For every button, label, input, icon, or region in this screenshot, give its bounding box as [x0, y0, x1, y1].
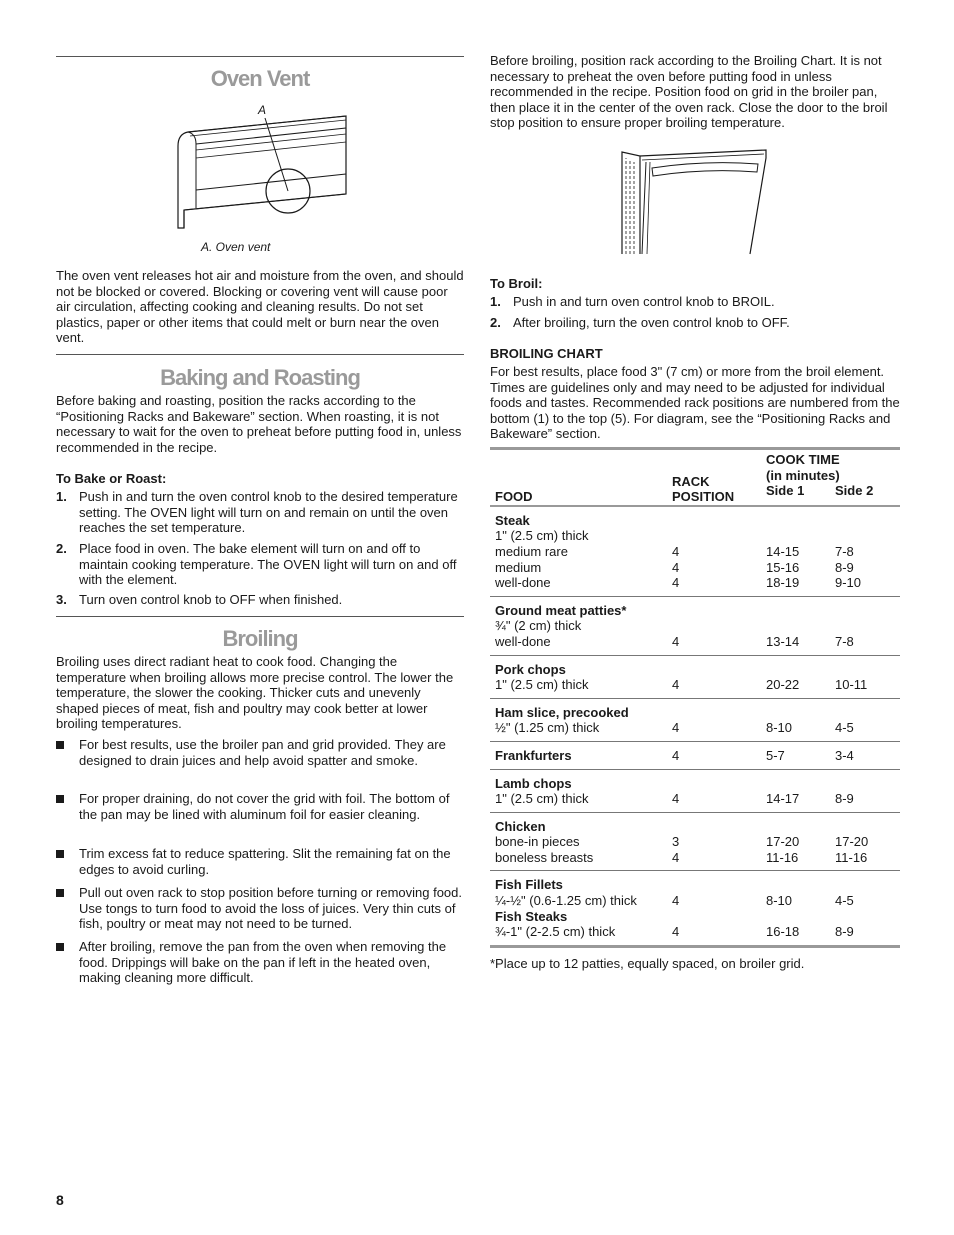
step-text: After broiling, turn the oven control knob to OFF. — [513, 315, 790, 330]
broiling-chart-body — [490, 506, 900, 947]
table-cell-side1: 14-17 — [766, 791, 800, 807]
table-cell-rack: 4 — [672, 720, 680, 736]
table-cell-food: Frankfurters — [490, 741, 667, 769]
table-cell-side2: 4-5 — [835, 893, 854, 909]
table-cell-side2: 10-11 — [835, 677, 868, 693]
table-cell-side1 — [761, 698, 830, 720]
bullet-text: Trim excess fat to reduce spattering. Slit the remaining fat on the edges to avoid curling. — [79, 846, 451, 877]
table-cell-rack: 4 — [672, 893, 680, 909]
table-cell-rack: 4 — [672, 677, 680, 693]
table-row — [490, 677, 900, 698]
table-row — [490, 893, 900, 909]
table-cell-food: Chicken — [490, 812, 667, 834]
table-cell-side2 — [830, 812, 900, 834]
section-divider — [56, 616, 464, 617]
figure-caption: A. Oven vent — [201, 240, 271, 254]
table-row — [490, 871, 900, 893]
table-cell-food: ¾-1" (2-2.5 cm) thick — [490, 924, 667, 946]
table-cell-side1 — [761, 506, 830, 529]
table-cell-side1: 14-15 — [766, 543, 800, 559]
table-cell-rack: 4 — [672, 543, 680, 559]
broiling-bullet — [56, 939, 464, 986]
table-cell-rack — [667, 769, 761, 791]
table-cell-food: Fish Steaks — [495, 908, 568, 924]
step-text: Push in and turn oven control knob to BROIL. — [513, 294, 775, 309]
table-row — [490, 618, 900, 634]
broiling-bullet — [56, 846, 464, 877]
table-cell-side1: 11-16 — [766, 849, 799, 865]
bullet-text: For proper draining, do not cover the grid with foil. The bottom of the pan may be lined with aluminum foil for easier cleaning. — [79, 791, 450, 822]
step-number: 1. — [56, 489, 67, 504]
table-cell-food: well-done — [495, 575, 551, 591]
table-cell-side1: 20-22 — [766, 677, 800, 693]
table-cell-food: Steak — [490, 506, 667, 529]
bullet-square-icon — [56, 943, 64, 951]
table-cell-rack — [667, 596, 761, 618]
table-row — [490, 791, 900, 812]
step-number: 2. — [490, 315, 501, 330]
table-cell-food: medium — [495, 559, 542, 575]
table-cell-side2 — [830, 769, 900, 791]
header-side1: Side 1 — [766, 483, 805, 499]
table-row — [490, 634, 900, 655]
step-number: 1. — [490, 294, 501, 309]
table-cell-rack — [667, 528, 761, 544]
broiling-bullet — [56, 737, 464, 768]
table-cell-rack — [667, 698, 761, 720]
step-text: Place food in oven. The bake element will turn on and off to maintain cooking temperature. The OVEN light will turn on and off with the element. — [79, 541, 457, 588]
table-cell-side1: 5-7 — [761, 741, 830, 769]
table-row — [490, 909, 900, 925]
table-cell-side1: 13-14 — [766, 633, 800, 649]
table-row — [490, 741, 900, 769]
bullet-square-icon — [56, 889, 64, 897]
table-cell-side2: 7-8 — [835, 633, 854, 649]
table-cell-rack: 3 — [672, 834, 680, 850]
table-cell-food: Ground meat patties* — [490, 596, 667, 618]
broiling-bullet — [56, 791, 464, 822]
baking-title: Baking and Roasting — [160, 365, 360, 390]
table-row — [490, 528, 900, 544]
table-row — [490, 575, 900, 596]
table-cell-side1 — [761, 528, 830, 544]
table-row — [490, 596, 900, 618]
table-cell-rack — [667, 909, 761, 925]
table-row — [490, 506, 900, 529]
oven-door-illustration — [620, 148, 770, 256]
header-side2: Side 2 — [835, 483, 874, 499]
table-cell-food: bone-in pieces — [495, 834, 580, 850]
table-cell-side1 — [761, 871, 830, 893]
table-cell-side1: 16-18 — [761, 924, 830, 946]
oven-vent-body: The oven vent releases hot air and moisture from the oven, and should not be blocked or covered. Blocking or covering vent will cause poor air circulation, affecting cooking and cleaning results. Do not set plastics, paper or other items that could melt or burn near the oven vent. — [56, 268, 464, 346]
table-row — [490, 834, 900, 850]
broil-right-intro: Before broiling, position rack according to the Broiling Chart. It is not necessary to preheat the oven before putting food in unless recommended in the recipe. Position food on grid in the broiler pan, then place it in the center of the oven rack. Close the door to the broil stop position to ensure proper broiling temperature. — [490, 53, 888, 131]
table-row — [490, 560, 900, 576]
table-cell-side1 — [761, 812, 830, 834]
table-cell-side2: 11-16 — [835, 849, 868, 865]
table-cell-rack — [667, 871, 761, 893]
table-cell-rack — [667, 812, 761, 834]
table-cell-side2 — [830, 596, 900, 618]
chart-footnote: *Place up to 12 patties, equally spaced, on broiler grid. — [490, 956, 805, 971]
table-cell-side2: 8-9 — [835, 559, 854, 575]
table-cell-food: ¾" (2 cm) thick — [495, 618, 582, 634]
table-row — [490, 812, 900, 834]
bake-step — [56, 489, 464, 536]
table-cell-side2: 8-9 — [830, 924, 900, 946]
bake-step — [56, 592, 464, 608]
bullet-square-icon — [56, 850, 64, 858]
table-cell-side2: 4-5 — [835, 720, 854, 736]
bullet-square-icon — [56, 795, 64, 803]
table-cell-side2: 3-4 — [830, 741, 900, 769]
broiling-chart-intro: For best results, place food 3" (7 cm) or more from the broil element. Times are guidelines only and may need to be adjusted for individual foods and tastes. Recommended rack positions are numbered from the bottom (1) to the top (5). For diagram, see the “Positioning Racks and Bakeware” section. — [490, 364, 900, 442]
table-cell-side2 — [830, 871, 900, 893]
table-row — [490, 655, 900, 677]
table-row — [490, 544, 900, 560]
bullet-text: For best results, use the broiler pan and grid provided. They are designed to drain juices and help avoid spatter and smoke. — [79, 737, 446, 768]
table-cell-food: ½" (1.25 cm) thick — [495, 720, 600, 736]
header-cook-time-unit: (in minutes) — [766, 467, 840, 483]
baking-intro: Before baking and roasting, position the racks according to the “Positioning Racks and Bakeware” section. When roasting, it is not necessary to wait for the oven to preheat before putting food in, unless recommended in the recipe. — [56, 393, 462, 455]
table-cell-side1 — [761, 618, 830, 634]
table-cell-rack: 4 — [672, 791, 680, 807]
to-broil-heading: To Broil: — [490, 276, 543, 291]
table-cell-side1: 15-16 — [766, 559, 800, 575]
broiling-chart-table — [490, 452, 900, 948]
table-cell-rack — [667, 618, 761, 634]
table-cell-food: well-done — [495, 633, 551, 649]
table-cell-side1 — [761, 655, 830, 677]
table-cell-side1 — [761, 596, 830, 618]
step-text: Turn oven control knob to OFF when finished. — [79, 592, 343, 607]
table-top-rule — [490, 447, 900, 450]
table-cell-side2: 17-20 — [835, 834, 869, 850]
table-cell-rack — [667, 506, 761, 529]
broil-step — [490, 294, 900, 310]
broiling-chart-heading: BROILING CHART — [490, 346, 603, 361]
bullet-square-icon — [56, 741, 64, 749]
table-cell-food: 1" (2.5 cm) thick — [495, 677, 589, 693]
table-cell-rack: 4 — [672, 849, 680, 865]
section-divider — [56, 354, 464, 355]
table-cell-side2: 8-9 — [835, 791, 854, 807]
table-cell-side1 — [761, 909, 830, 925]
table-cell-food: Lamb chops — [490, 769, 667, 791]
table-cell-rack: 4 — [672, 575, 680, 591]
table-cell-food: Pork chops — [490, 655, 667, 677]
section-divider — [56, 56, 464, 57]
table-cell-side2: 7-8 — [835, 543, 854, 559]
step-text: Push in and turn the oven control knob to the desired temperature setting. The OVEN light will turn on and remain on until the oven reaches the set temperature. — [79, 489, 458, 536]
bullet-text: Pull out oven rack to stop position before turning or removing food. Use tongs to turn food to avoid the loss of juices. Very thin cuts of fish, poultry or meat may not need to be turned. — [79, 885, 462, 932]
header-rack-line2: POSITION — [672, 489, 735, 505]
table-row — [490, 850, 900, 871]
table-row — [490, 720, 900, 741]
table-cell-side1 — [761, 769, 830, 791]
table-cell-food: boneless breasts — [495, 849, 594, 865]
table-cell-side2 — [830, 528, 900, 544]
table-cell-rack — [667, 655, 761, 677]
table-cell-rack: 4 — [667, 741, 761, 769]
table-cell-food: Fish Fillets — [490, 871, 667, 893]
table-cell-side2 — [830, 618, 900, 634]
bake-subheading: To Bake or Roast: — [56, 471, 167, 486]
broiling-bullet — [56, 885, 464, 932]
table-row — [490, 698, 900, 720]
bake-step — [56, 541, 464, 588]
table-cell-side2 — [830, 909, 900, 925]
step-number: 3. — [56, 592, 67, 607]
table-cell-rack: 4 — [672, 633, 680, 649]
table-cell-food: medium rare — [495, 543, 568, 559]
table-row — [490, 924, 900, 946]
table-cell-food: Ham slice, precooked — [490, 698, 667, 720]
table-row — [490, 769, 900, 791]
table-cell-food: ¼-½" (0.6-1.25 cm) thick — [495, 893, 637, 909]
table-cell-rack: 4 — [667, 924, 761, 946]
table-cell-food: 1" (2.5 cm) thick — [495, 791, 589, 807]
table-cell-side2 — [830, 506, 900, 529]
table-header-row — [490, 452, 900, 468]
broil-step — [490, 315, 900, 331]
table-cell-rack: 4 — [672, 559, 680, 575]
figure-label: A — [258, 103, 267, 117]
oven-vent-title: Oven Vent — [210, 66, 310, 91]
table-cell-food: 1" (2.5 cm) thick — [495, 528, 589, 544]
header-food: FOOD — [495, 489, 533, 505]
bullet-text: After broiling, remove the pan from the oven when removing the food. Drippings will bake on the pan if left in the heated oven, making cleaning more difficult. — [79, 939, 447, 986]
page-number: 8 — [56, 1192, 64, 1208]
table-cell-side1: 18-19 — [766, 575, 800, 591]
table-cell-side1: 17-20 — [766, 834, 800, 850]
table-cell-side2 — [830, 655, 900, 677]
table-cell-side2: 9-10 — [835, 575, 862, 591]
table-cell-side2 — [830, 698, 900, 720]
oven-vent-illustration — [166, 98, 466, 236]
step-number: 2. — [56, 541, 67, 556]
header-rack — [667, 452, 761, 506]
table-cell-side1: 8-10 — [766, 893, 793, 909]
broiling-intro: Broiling uses direct radiant heat to cook food. Changing the temperature when broiling allows more precise control. The lower the temperature, the slower the cooking. Thicker cuts and unevenly shaped pieces of meat, fish and poultry may cook better at lower broiling temperatures. — [56, 654, 454, 732]
header-rack-line1: RACK — [672, 473, 710, 489]
broiling-title: Broiling — [222, 626, 298, 651]
header-cook-time: COOK TIME — [766, 452, 840, 467]
table-cell-side1: 8-10 — [766, 720, 793, 736]
